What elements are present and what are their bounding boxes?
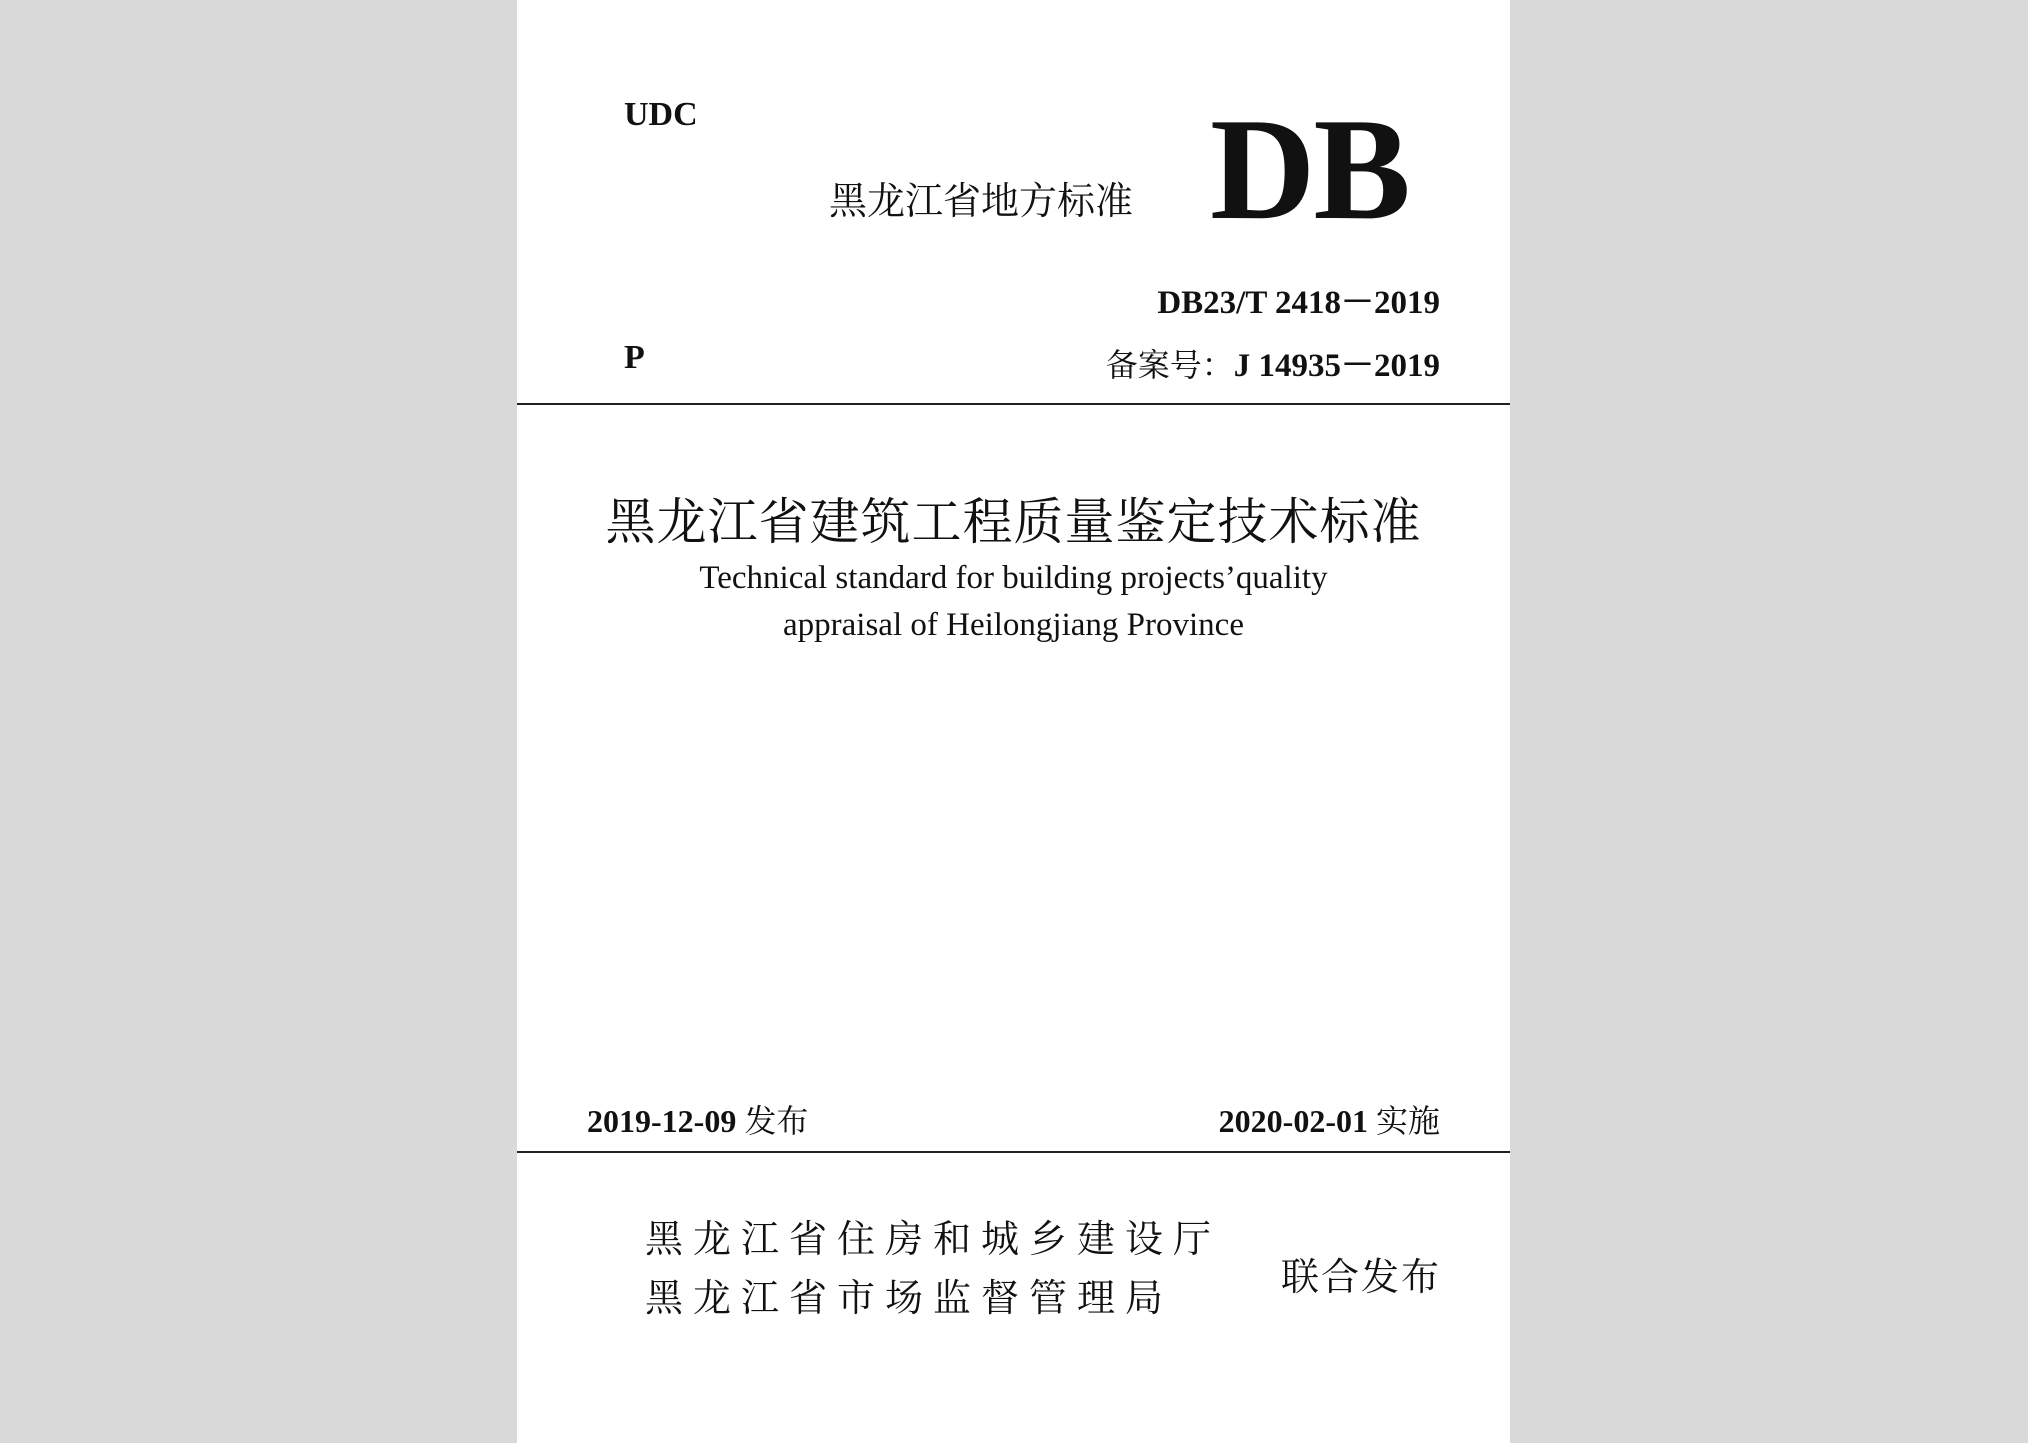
implement-label: 实施 [1375,1102,1440,1140]
record-value: J 14935－2019 [1233,348,1440,384]
issue-date [587,1096,808,1142]
standard-number: DB23/T 2418－2019 [1157,285,1440,321]
issuer-market-bureau: 黑龙江省市场监督管理局 [645,1276,1174,1320]
title-chinese: 黑龙江省建筑工程质量鉴定技术标准 [605,493,1422,551]
bottom-divider [517,1151,1510,1153]
implement-date-value: 2020-02-01 [1218,1103,1368,1139]
record-number [1106,339,1440,386]
record-label: 备案号： [1105,346,1234,384]
title-english-line1: Technical standard for building projects’quality [699,560,1328,596]
top-divider [517,403,1510,405]
cover-page [517,0,1510,1443]
issue-label: 发布 [744,1102,809,1140]
db-logo: DB [1210,88,1409,250]
classification-code: P [624,339,645,376]
implement-date [1219,1096,1440,1142]
issue-date-value: 2019-12-09 [587,1103,737,1139]
udc-label: UDC [624,96,698,133]
issuer-housing-department: 黑龙江省住房和城乡建设厅 [645,1217,1222,1261]
title-english-line2: appraisal of Heilongjiang Province [783,607,1244,643]
joint-issue-label: 联合发布 [1281,1255,1442,1299]
local-standard-label: 黑龙江省地方标准 [829,179,1134,223]
